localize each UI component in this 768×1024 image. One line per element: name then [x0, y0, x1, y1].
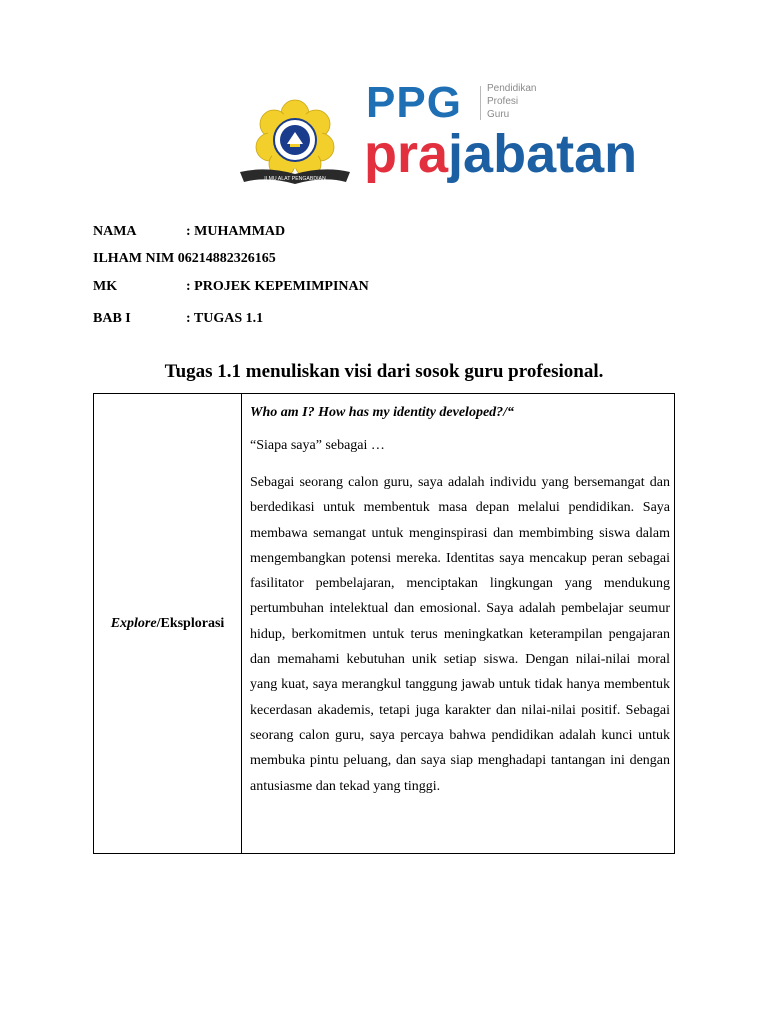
logo-word-red: pra	[364, 124, 449, 184]
logo-sub-line-3: Guru	[487, 109, 510, 120]
task-title: Tugas 1.1 menuliskan visi dari sosok guru profesional.	[164, 361, 604, 382]
header-logos	[236, 78, 666, 198]
reflection-paragraph: Sebagai seorang calon guru, saya adalah individu yang bersemangat dan berdedikasi untuk membentuk masa depan melalui pendidikan. Saya membawa semangat untuk menginspirasi dan membimbing siswa dalam mengembangkan potensi mereka. Identitas saya mencakup peran sebagai fasilitator pembelajaran, menciptakan lingkungan yang mendukung pertumbuhan intelektual dan emosional. Saya adalah pembelajar seumur hidup, berkomitmen untuk terus meningkatkan keterampilan pengajaran dan memahami kebutuhan unik setiap siswa. Dengan nilai-nilai moral yang kuat, saya merangkul tanggung jawab untuk tidak hanya membentuk kecerdasan akademis, tetapi juga karakter dan nilai-nilai positif. Sebagai seorang calon guru, saya percaya bahwa pendidikan adalah kunci untuk membuka pintu peluang, dan saya siap menghadapi tantangan ini dengan antusiasme dan tekad yang tinggi.	[250, 475, 670, 794]
logo-prajabatan-text	[364, 124, 637, 184]
identity-label: BAB I	[93, 311, 131, 326]
identity-label: MK	[93, 279, 118, 294]
table-label-cell	[94, 394, 241, 853]
identity-value: : TUGAS 1.1	[186, 311, 264, 326]
university-seal-logo	[236, 92, 354, 192]
reflection-question: Who am I? How has my identity developed?/“	[250, 405, 515, 420]
identity-label: ILHAM NIM 06214882326165	[93, 251, 276, 266]
table-content-cell	[250, 404, 670, 799]
ppg-prajabatan-logo	[364, 78, 664, 198]
logo-sub-line-1: Pendidikan	[487, 83, 537, 94]
identity-label: NAMA	[93, 224, 137, 239]
logo-sub-line-2: Profesi	[487, 96, 519, 107]
identity-value: : MUHAMMAD	[186, 224, 286, 239]
label-rest: /Eksplorasi	[156, 615, 225, 631]
logo-ppg-text: PPG	[366, 78, 462, 127]
reflection-subheading: “Siapa saya” sebagai …	[250, 438, 385, 453]
logo-word-blue: jabatan	[448, 124, 638, 184]
logo-divider	[480, 86, 481, 120]
label-italic: Explore	[110, 615, 157, 631]
exploration-table	[93, 393, 675, 854]
seal-motto: ILMU ALAT PENGABDIAN	[264, 176, 326, 182]
identity-value: : PROJEK KEPEMIMPINAN	[186, 279, 369, 294]
logo-ppg-subtitle	[487, 82, 536, 121]
table-column-divider	[241, 394, 242, 853]
